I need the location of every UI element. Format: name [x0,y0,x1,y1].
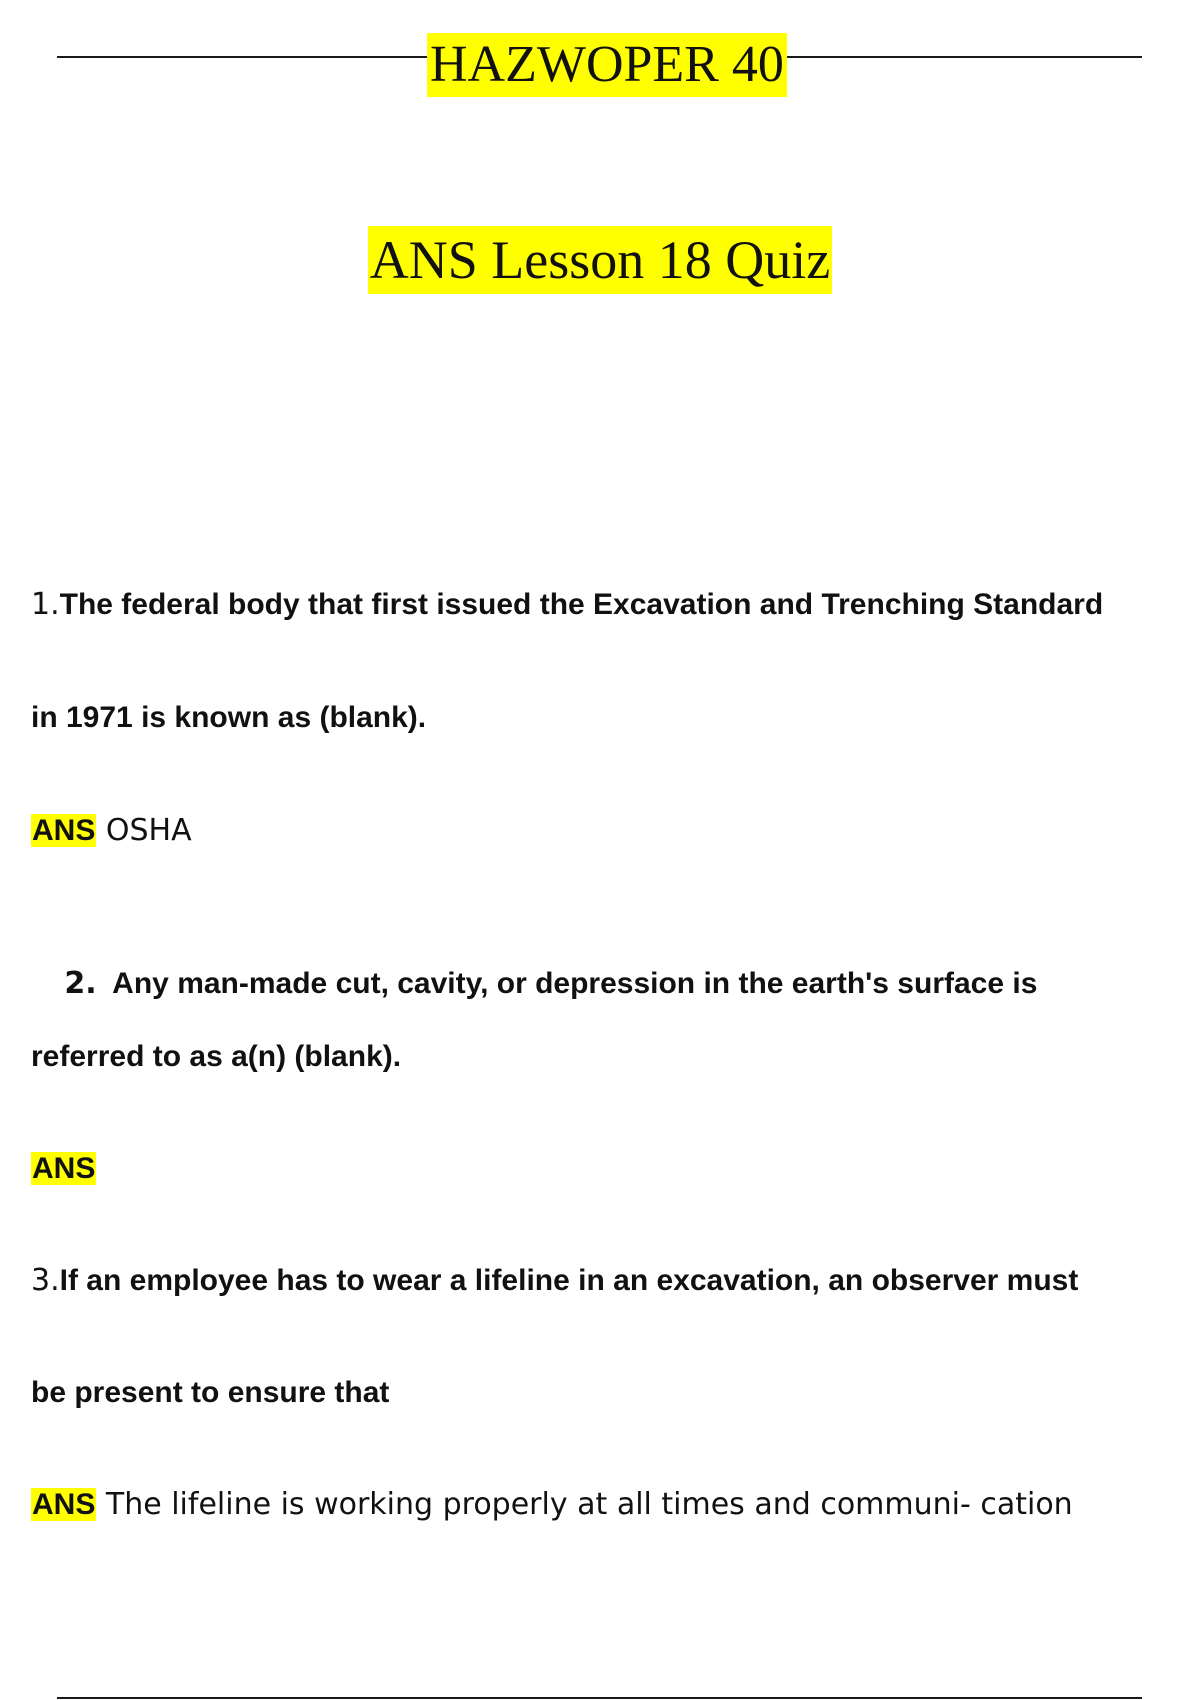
header-title: HAZWOPER 40 [427,33,787,97]
document-title [0,226,1200,294]
footer-rule [57,1697,1142,1699]
question-3-number: 3. [31,1263,60,1298]
question-1-line-1 [31,585,1103,625]
question-2-number: 2. [64,966,97,1001]
answer-1-label: ANS [32,814,96,847]
question-1-text-line-1: The federal body that first issued the Excavation and Trenching Standard [59,588,1104,621]
question-3-line-1 [31,1261,1078,1301]
question-2-line-1 [31,924,1037,1044]
answer-3 [31,1485,1073,1525]
answer-1-text: OSHA [96,813,192,848]
answer-3-label: ANS [32,1488,96,1521]
answer-3-text: The lifeline is working properly at all times and communi- cation [96,1487,1073,1522]
document-title-text: ANS Lesson 18 Quiz [368,226,832,294]
question-2-line-2: referred to as a(n) (blank). [31,1040,402,1073]
question-1-number: 1. [31,587,60,622]
answer-1 [31,811,192,851]
answer-2 [31,1149,96,1189]
question-3-line-2: be present to ensure that [31,1376,390,1409]
question-1-line-2: in 1971 is known as (blank). [31,701,427,734]
question-2-text-line-1: Any man-made cut, cavity, or depression in the earth's surface is [96,967,1038,1000]
answer-2-label: ANS [32,1152,96,1185]
question-3-text-line-1: If an employee has to wear a lifeline in an excavation, an observer must [59,1264,1079,1297]
